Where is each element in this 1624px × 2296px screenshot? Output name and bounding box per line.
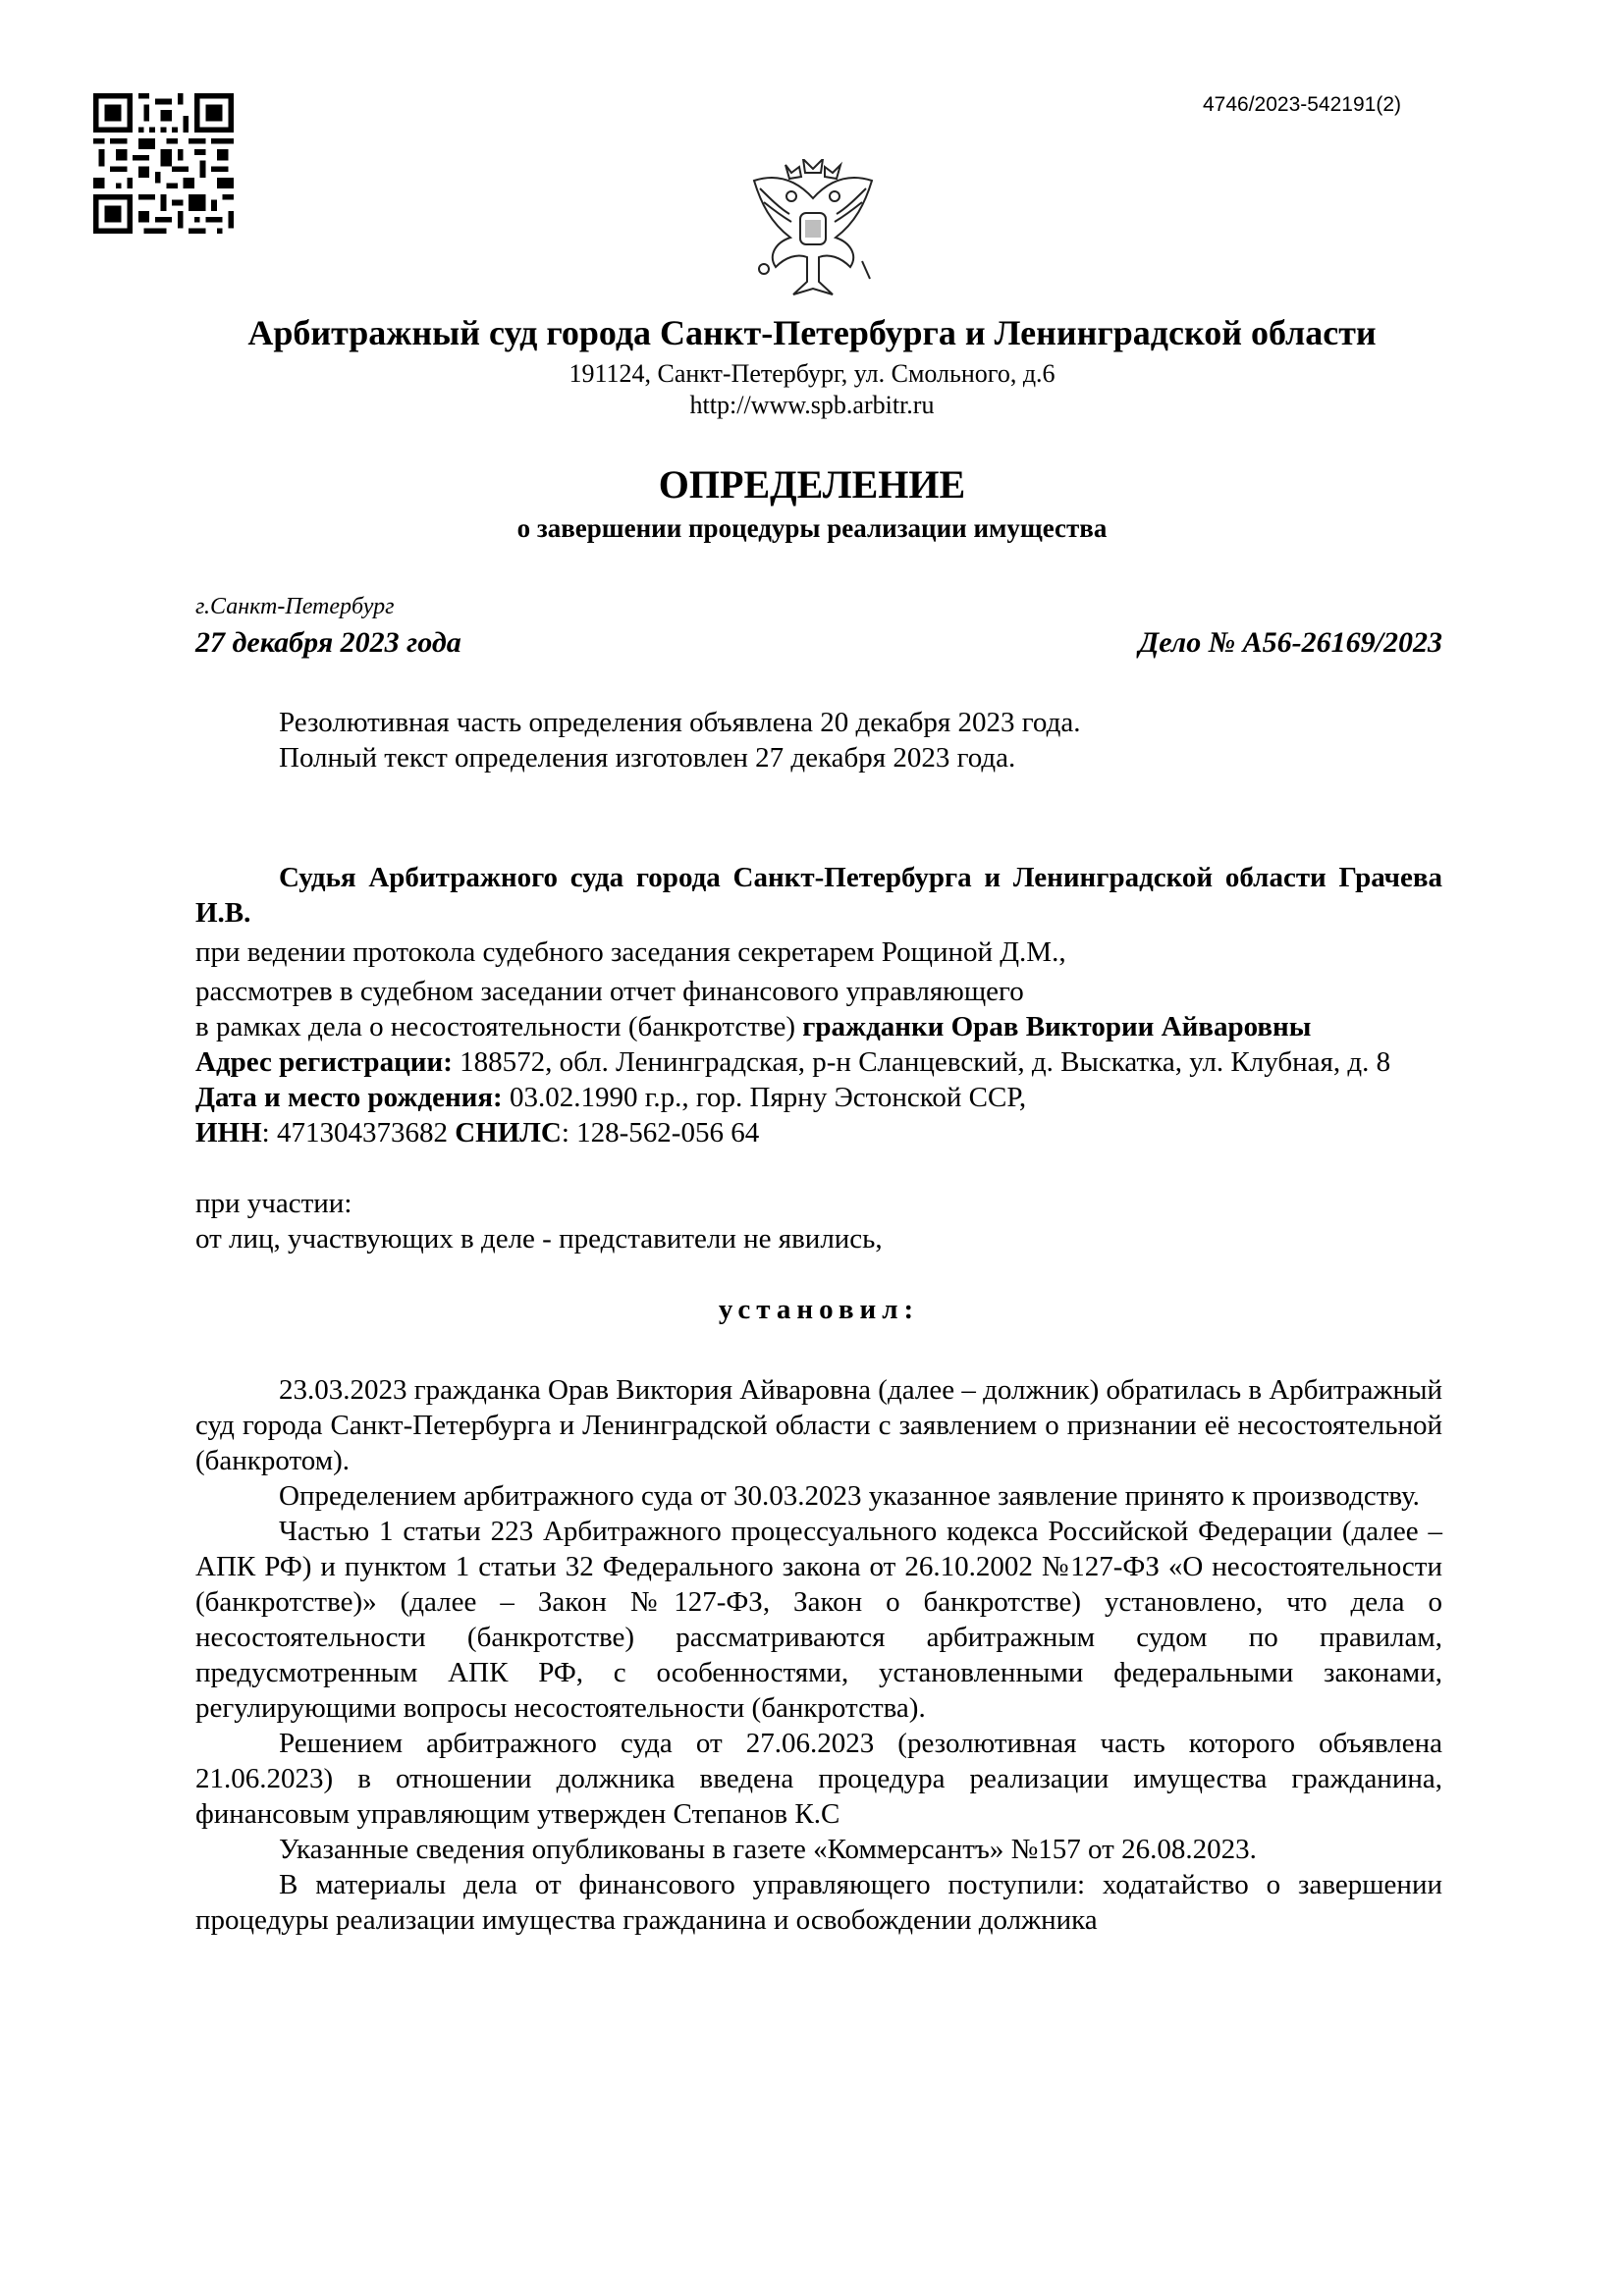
debtor-name: гражданки Орав Виктории Айваровны <box>802 1011 1312 1042</box>
birth-value: 03.02.1990 г.р., гор. Пярну Эстонской ССР, <box>509 1082 1027 1113</box>
inn-label: ИНН <box>195 1117 262 1148</box>
paragraph-6: В материалы дела от финансового управляющего поступили: ходатайство о завершении процедуры реализации имущества гражданина и освобождении должника <box>195 1869 1442 1936</box>
snils-label: СНИЛС <box>455 1117 562 1148</box>
debtor-paragraph <box>195 1009 1442 1044</box>
court-address: 191124, Санкт-Петербург, ул. Смольного, д.6 <box>568 359 1056 388</box>
case-number: Дело № А56-26169/2023 <box>1138 626 1442 659</box>
case-prefix: в рамках дела о несостоятельности (банкротстве) <box>195 1011 795 1042</box>
coat-of-arms-emblem <box>746 159 880 301</box>
paragraph-3: Частью 1 статьи 223 Арбитражного процессуального кодекса Российской Федерации (далее – АПК РФ) и пунктом 1 статьи 32 Федерального закона от 26.10.2002 №127-ФЗ «О несостоятельности (банкротстве)» (далее – Закон №127-ФЗ, Закон о банкротстве) установлено, что дела о несостоятельности (банкротстве) рассматриваются арбитражным судом по правилам, предусмотренным АПК РФ, с особенностями, установленными федеральными законами, регулирующими вопросы несостоятельности (банкротства). <box>195 1516 1442 1724</box>
city: г.Санкт-Петербург <box>195 594 395 619</box>
participation-label: при участии: <box>195 1188 352 1219</box>
intro-line-2: Полный текст определения изготовлен 27 декабря 2023 года. <box>279 742 1016 774</box>
considered-line: рассмотрев в судебном заседании отчет финансового управляющего <box>195 976 1024 1007</box>
document-title: ОПРЕДЕЛЕНИЕ <box>658 462 966 507</box>
intro-line-1: Резолютивная часть определения объявлена 20 декабря 2023 года. <box>279 707 1081 738</box>
registration-address <box>195 1044 1442 1080</box>
paragraph-5: Указанные сведения опубликованы в газете «Коммерсантъ» №157 от 26.08.2023. <box>279 1834 1257 1865</box>
court-website: http://www.spb.arbitr.ru <box>689 391 935 419</box>
paragraph-2: Определением арбитражного суда от 30.03.2023 указанное заявление принято к производству. <box>279 1480 1420 1512</box>
court-name: Арбитражный суд города Санкт-Петербурга и Ленинградской области <box>247 313 1377 352</box>
tax-ids <box>195 1115 1442 1150</box>
paragraph-4: Решением арбитражного суда от 27.06.2023 (резолютивная часть которого объявлена 21.06.2023) в отношении должника введена процедура реализации имущества гражданина, финансовым управляющим утвержден Степанов К.С <box>195 1728 1442 1830</box>
document-subtitle: о завершении процедуры реализации имущества <box>516 513 1108 543</box>
document-body <box>195 705 1442 1938</box>
registration-value: 188572, обл. Ленинградская, р-н Сланцевский, д. Выскатка, ул. Клубная, д. 8 <box>460 1046 1391 1078</box>
decision-date: 27 декабря 2023 года <box>195 626 461 659</box>
inn-value: : 471304373682 <box>261 1117 448 1148</box>
paragraph-1: 23.03.2023 гражданка Орав Виктория Айваровна (далее – должник) обратилась в Арбитражный суд города Санкт-Петербурга и Ленинградской области с заявлением о признании её несостоятельной (банкротом). <box>195 1374 1442 1476</box>
birth-label: Дата и место рождения: <box>195 1082 503 1113</box>
qr-code <box>93 93 234 234</box>
secretary-line: при ведении протокола судебного заседания секретарем Рощиной Д.М., <box>195 936 1066 968</box>
participants-line: от лиц, участвующих в деле - представители не явились, <box>195 1223 883 1255</box>
snils-value: : 128-562-056 64 <box>561 1117 760 1148</box>
registration-label: Адрес регистрации: <box>195 1046 453 1078</box>
judge-paragraph: Судья Арбитражного суда города Санкт-Петербурга и Ленинградской области Грачева И.В. <box>195 862 1442 929</box>
document-number: 4746/2023-542191(2) <box>1202 93 1401 116</box>
established-heading: установил: <box>718 1294 920 1325</box>
birth-info <box>195 1080 1442 1115</box>
